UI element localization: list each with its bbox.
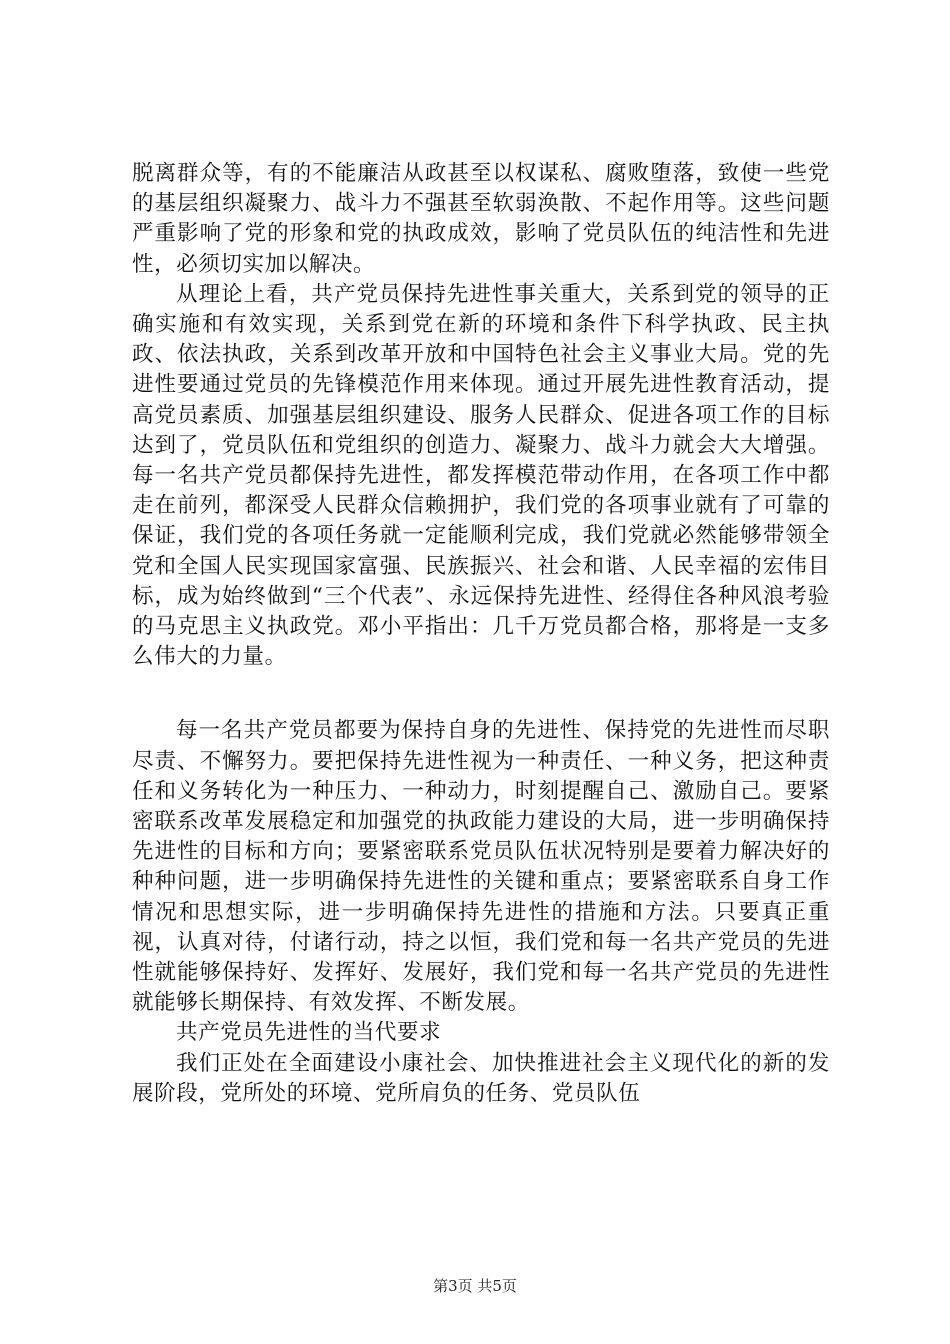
- paragraph-spacer: [132, 672, 830, 716]
- paragraph-theory: 从理论上看，共产党员保持先进性事关重大，关系到党的领导的正确实施和有效实现，关系到党在新的环境和条件下科学执政、民主执政、依法执政，关系到改革开放和中国特色社会主义事业大局。党的先进性要通过党员的先锋模范作用来体现。通过开展先进性教育活动，提高党员素质、加强基层组织建设、服务人民群众、促进各项工作的目标达到了，党员队伍和党组织的创造力、凝聚力、战斗力就会大大增强。每一名共产党员都保持先进性，都发挥模范带动作用，在各项工作中都走在前列，都深受人民群众信赖拥护，我们党的各项事业就有了可靠的保证，我们党的各项任务就一定能顺利完成，我们党就必然能够带领全党和全国人民实现国家富强、民族振兴、社会和谐、人民幸福的宏伟目标，成为始终做到“三个代表”、永远保持先进性、经得住各种风浪考验的马克思主义执政党。邓小平指出：几千万党员都合格，那将是一支多么伟大的力量。: [132, 281, 830, 670]
- document-body: [132, 159, 830, 1109]
- paragraph-responsibility: 每一名共产党员都要为保持自身的先进性、保持党的先进性而尽职尽责、不懈努力。要把保持先进性视为一种责任、一种义务，把这种责任和义务转化为一种压力、一种动力，时刻提醒自己、激励自己。要紧密联系改革发展稳定和加强党的执政能力建设的大局，进一步明确保持先进性的目标和方向；要紧密联系党员队伍状况特别是要着力解决好的种种问题，进一步明确保持先进性的关键和重点；要紧密联系自身工作情况和思想实际，进一步明确保持先进性的措施和方法。只要真正重视，认真对待，付诸行动，持之以恒，我们党和每一名共产党员的先进性就能够保持好、发挥好、发展好，我们党和每一名共产党员的先进性就能够长期保持、有效发挥、不断发展。: [132, 718, 830, 1016]
- paragraph-continuation: 脱离群众等，有的不能廉洁从政甚至以权谋私、腐败堕落，致使一些党的基层组织凝聚力、战斗力不强甚至软弱涣散、不起作用等。这些问题严重影响了党的形象和党的执政成效，影响了党员队伍的纯洁性和先进性，必须切实加以解决。: [132, 161, 830, 277]
- page-footer: 第3页 共5页: [433, 1277, 517, 1295]
- section-heading: 共产党员先进性的当代要求: [176, 1020, 442, 1046]
- paragraph-current-stage: 我们正处在全面建设小康社会、加快推进社会主义现代化的新的发展阶段，党所处的环境、党所肩负的任务、党员队伍: [132, 1050, 830, 1106]
